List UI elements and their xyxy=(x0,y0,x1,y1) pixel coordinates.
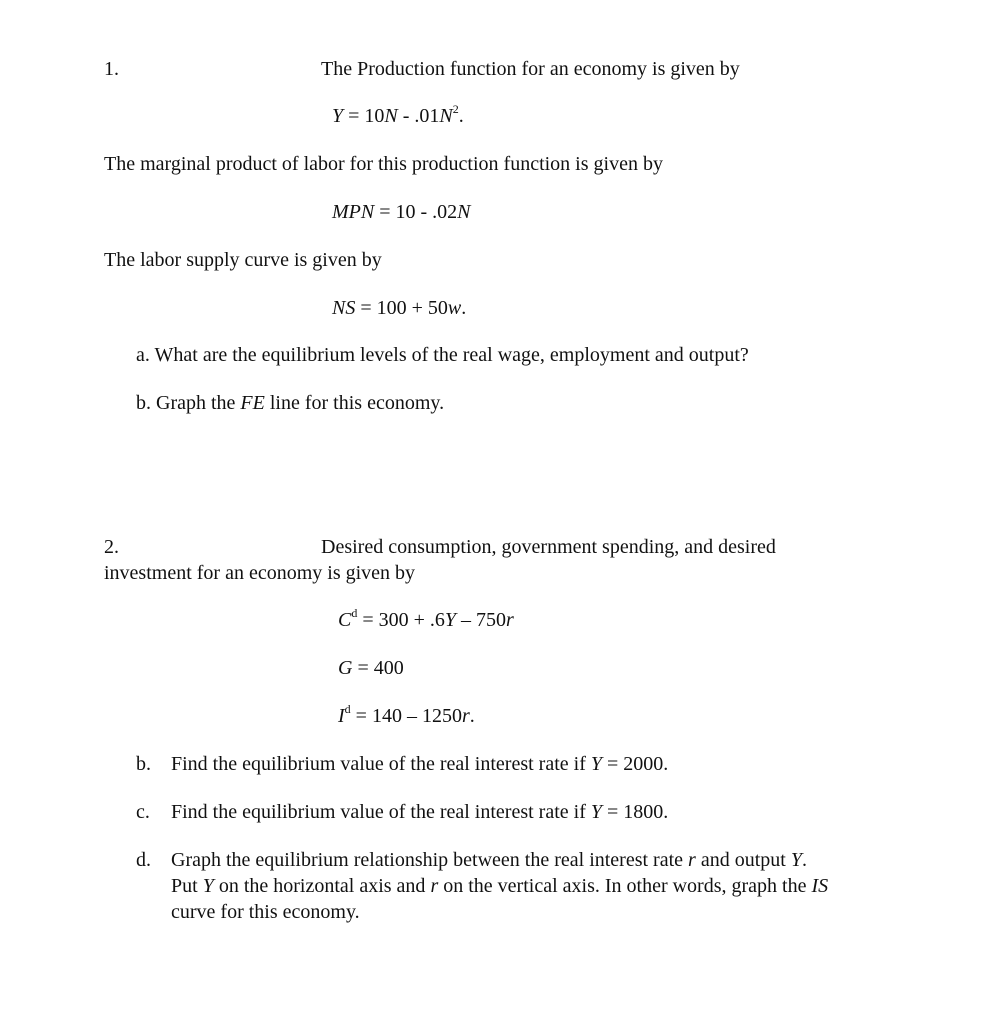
question-2-intro-line-2: investment for an economy is given by xyxy=(104,562,416,584)
question-2-part-d-line-1: Graph the equilibrium relationship between the real interest rate r and output Y. xyxy=(171,849,807,871)
question-2-part-b: Find the equilibrium value of the real interest rate if Y = 2000. xyxy=(171,753,669,775)
question-2-part-d-label: d. xyxy=(136,849,151,871)
question-2-intro-line-1: Desired consumption, government spending, and desired xyxy=(321,536,776,558)
question-2-part-c-label: c. xyxy=(136,801,150,823)
question-2-part-c: Find the equilibrium value of the real interest rate if Y = 1800. xyxy=(171,801,669,823)
question-1-part-b: b. Graph the FE line for this economy. xyxy=(136,392,445,414)
question-2-part-d-line-3: curve for this economy. xyxy=(171,901,360,923)
investment-equation: $I^d = 140 - 1250r$. xyxy=(338,702,475,727)
question-2-part-d-line-2: Put Y on the horizontal axis and r on the vertical axis. In other words, graph the IS xyxy=(171,875,829,897)
question-1-part-a: a. What are the equilibrium levels of the real wage, employment and output? xyxy=(136,344,749,366)
question-2-number: 2. xyxy=(104,536,119,558)
question-1-number: 1. xyxy=(104,58,119,80)
mpn-intro: The marginal product of labor for this production function is given by xyxy=(104,153,663,175)
question-2-part-b-label: b. xyxy=(136,753,151,775)
production-function-equation: $Y = 10N - .01N^2$. xyxy=(332,102,464,127)
mpn-equation: MPN = 10 - .02N xyxy=(332,201,471,223)
government-spending-equation: G = 400 xyxy=(338,657,404,679)
question-1-intro: The Production function for an economy is given by xyxy=(321,58,740,80)
consumption-equation: $C^d = 300 + .6Y - 750r$ xyxy=(338,606,514,631)
labor-supply-equation: NS = 100 + 50w. xyxy=(332,297,467,319)
labor-supply-intro: The labor supply curve is given by xyxy=(104,249,382,271)
